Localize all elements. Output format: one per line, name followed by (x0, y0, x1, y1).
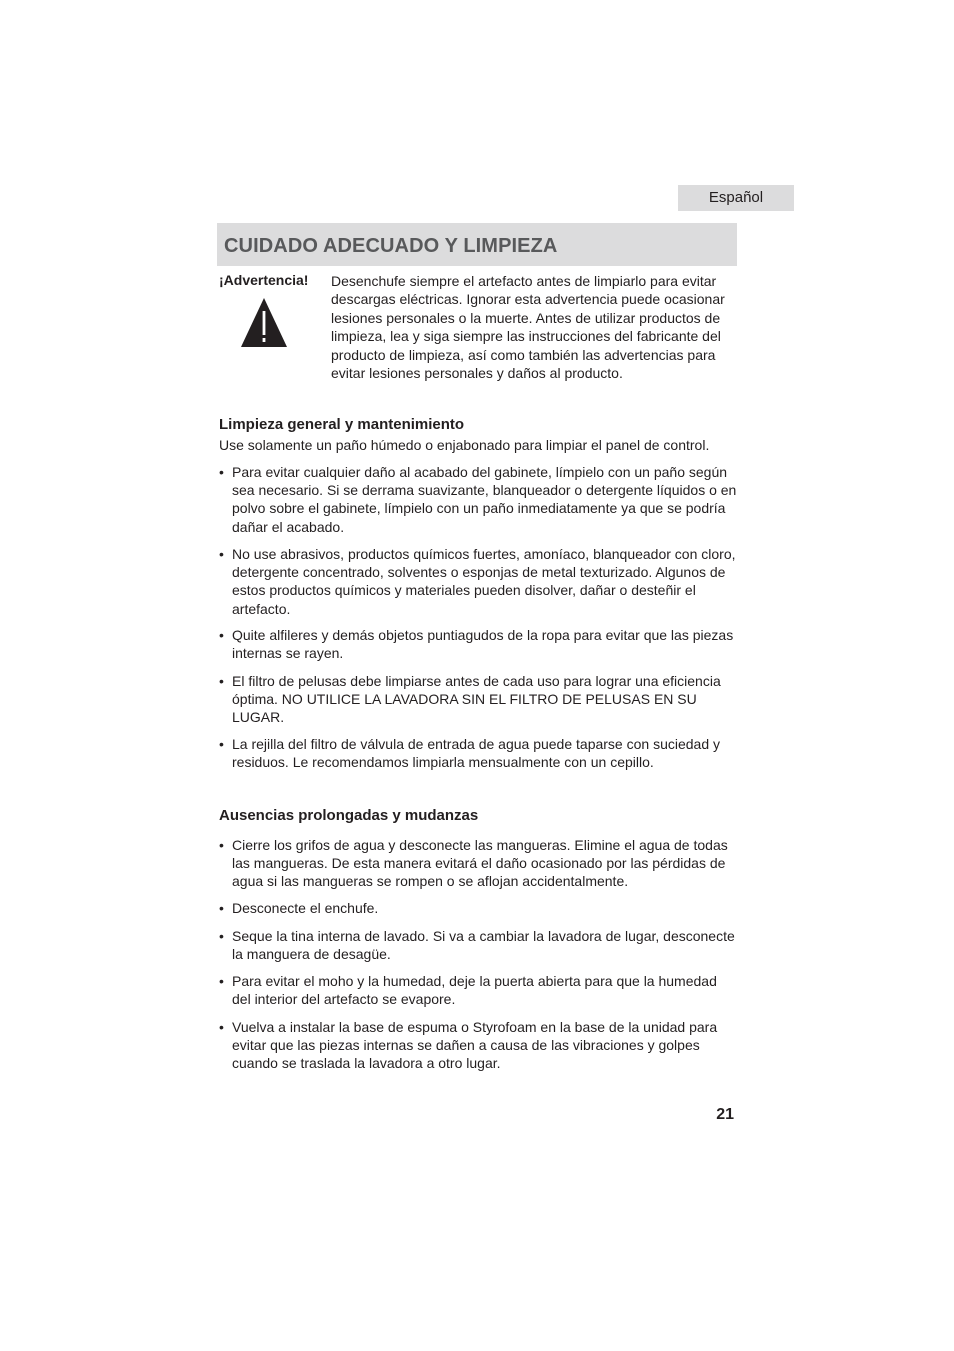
list-item: • El filtro de pelusas debe limpiarse antes de cada uso para lograr una eficiencia óptima. NO UTILICE LA LAVADORA SIN EL FILTRO DE PELUSAS EN SU LUGAR. (219, 673, 721, 726)
bullet-list-absences (219, 1018, 739, 1073)
list-item: • Cierre los grifos de agua y desconecte las mangueras. Elimine el agua de todas las mangueras. De esta manera evitará el daño ocasionado por las pérdidas de agua si las mangueras se rompen o se aflojan accidentalmente. (219, 837, 728, 890)
list-item: • Para evitar cualquier daño al acabado del gabinete, límpielo con un paño según sea necesario. Si se derrama suavizante, blanqueador o detergente líquidos o en polvo sobre el gabinete, límpielo con un paño inmediatamente ya que se podría dañar el acabado. (219, 464, 737, 535)
list-item: • Desconecte el enchufe. (219, 900, 379, 916)
page-number: 21 (716, 1106, 734, 1123)
section-heading: Limpieza general y mantenimiento (219, 416, 465, 433)
warning-triangle-icon (240, 298, 288, 353)
section-title-bar (217, 223, 737, 266)
list-item: • Vuelva a instalar la base de espuma o Styrofoam en la base de la unidad para evitar que las piezas internas se dañen a causa de las vibraciones y golpes cuando se traslada la lavadora a otro lugar. (219, 1019, 718, 1072)
page-title: CUIDADO ADECUADO Y LIMPIEZA (224, 235, 558, 257)
list-item: • Para evitar el moho y la humedad, deje la puerta abierta para que la humedad del interior del artefacto se evapore. (219, 973, 717, 1008)
bullet-list-absences (219, 927, 739, 963)
section-absences-moving (219, 806, 739, 826)
bullet-list-absences (219, 899, 739, 917)
section-intro: Use solamente un paño húmedo o enjabonado para limpiar el panel de control. (219, 437, 710, 453)
bullet-list-general (219, 463, 739, 536)
bullet-list-absences (219, 972, 739, 1008)
warning-label: ¡Advertencia! (219, 272, 309, 288)
list-item: • Seque la tina interna de lavado. Si va a cambiar la lavadora de lugar, desconecte la manguera de desagüe. (219, 928, 735, 963)
section-general-cleaning (219, 415, 739, 454)
list-item: • Quite alfileres y demás objetos puntiagudos de la ropa para evitar que las piezas internas se rayen. (219, 627, 734, 662)
bullet-list-general (219, 672, 739, 727)
bullet-list-general (219, 735, 739, 771)
bullet-list-general (219, 626, 739, 662)
bullet-list-absences (219, 836, 739, 891)
list-item: • No use abrasivos, productos químicos fuertes, amoníaco, blanqueador con cloro, detergente concentrado, solventes o esponjas de metal texturizado. Algunos de estos productos químicos y materiales pueden disolver, dañar o desteñir el artefacto. (219, 546, 736, 617)
warning-text: Desenchufe siempre el artefacto antes de limpiarlo para evitar descargas eléctricas. Ignorar esta advertencia puede ocasionar lesiones personales o la muerte. Antes de utilizar productos de limpieza, lea y siga siempre las instrucciones del fabricante del producto de limpieza, así como también las advertencias para evitar lesiones personales y daños al producto. (331, 273, 725, 382)
list-item: • La rejilla del filtro de válvula de entrada de agua puede taparse con suciedad y residuos. Le recomendamos limpiarla mensualmente con un cepillo. (219, 736, 720, 771)
section-heading: Ausencias prolongadas y mudanzas (219, 807, 479, 824)
language-tab: Español (678, 185, 794, 211)
bullet-list-general (219, 545, 739, 618)
